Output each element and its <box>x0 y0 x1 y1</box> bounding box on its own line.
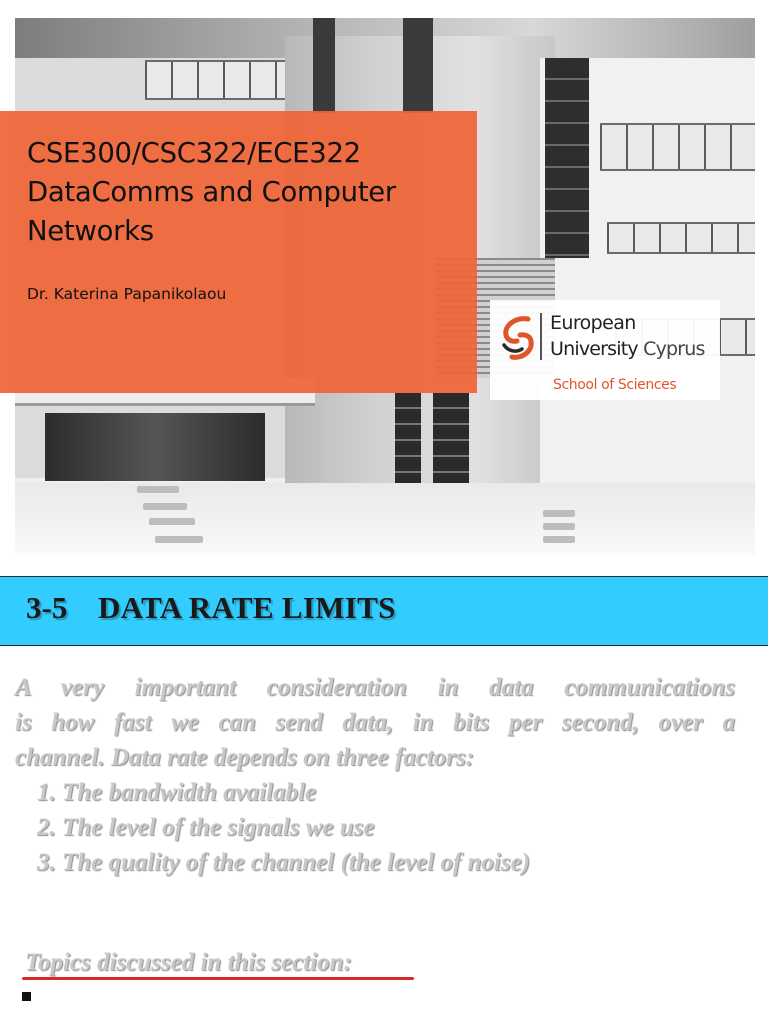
course-name-line2: Networks <box>27 215 154 247</box>
logo-text-university: University <box>550 338 638 360</box>
section-intro <box>15 670 735 880</box>
logo-text-european: European <box>550 312 636 334</box>
factor-item: 3. The quality of the channel (the level of noise) <box>37 849 531 876</box>
factor-item: 1. The bandwidth available <box>37 779 317 806</box>
university-logo-icon <box>498 315 538 361</box>
course-name-line1: DataComms and Computer <box>27 176 396 208</box>
logo-text-university-cyprus <box>550 340 705 359</box>
section-title: DATA RATE LIMITS <box>98 590 396 625</box>
topics-heading: Topics discussed in this section: <box>25 949 352 976</box>
logo-divider <box>540 313 542 360</box>
intro-line: is how fast we can send data, in bits per second, over a <box>15 709 735 736</box>
section-header <box>0 576 768 646</box>
bullet-icon <box>22 992 31 1001</box>
intro-line: A very important consideration in data communications <box>15 674 735 701</box>
section-number: 3-5 <box>26 590 68 625</box>
section-slide <box>0 560 768 1024</box>
intro-line: channel. Data rate depends on three factors: <box>15 744 475 771</box>
course-code: CSE300/CSC322/ECE322 <box>27 137 361 169</box>
logo-text-cyprus: Cyprus <box>643 338 705 360</box>
school-name: School of Sciences <box>553 377 677 393</box>
author-name: Dr. Katerina Papanikolaou <box>27 285 227 303</box>
factor-item: 2. The level of the signals we use <box>37 814 375 841</box>
topics-underline <box>22 977 414 980</box>
